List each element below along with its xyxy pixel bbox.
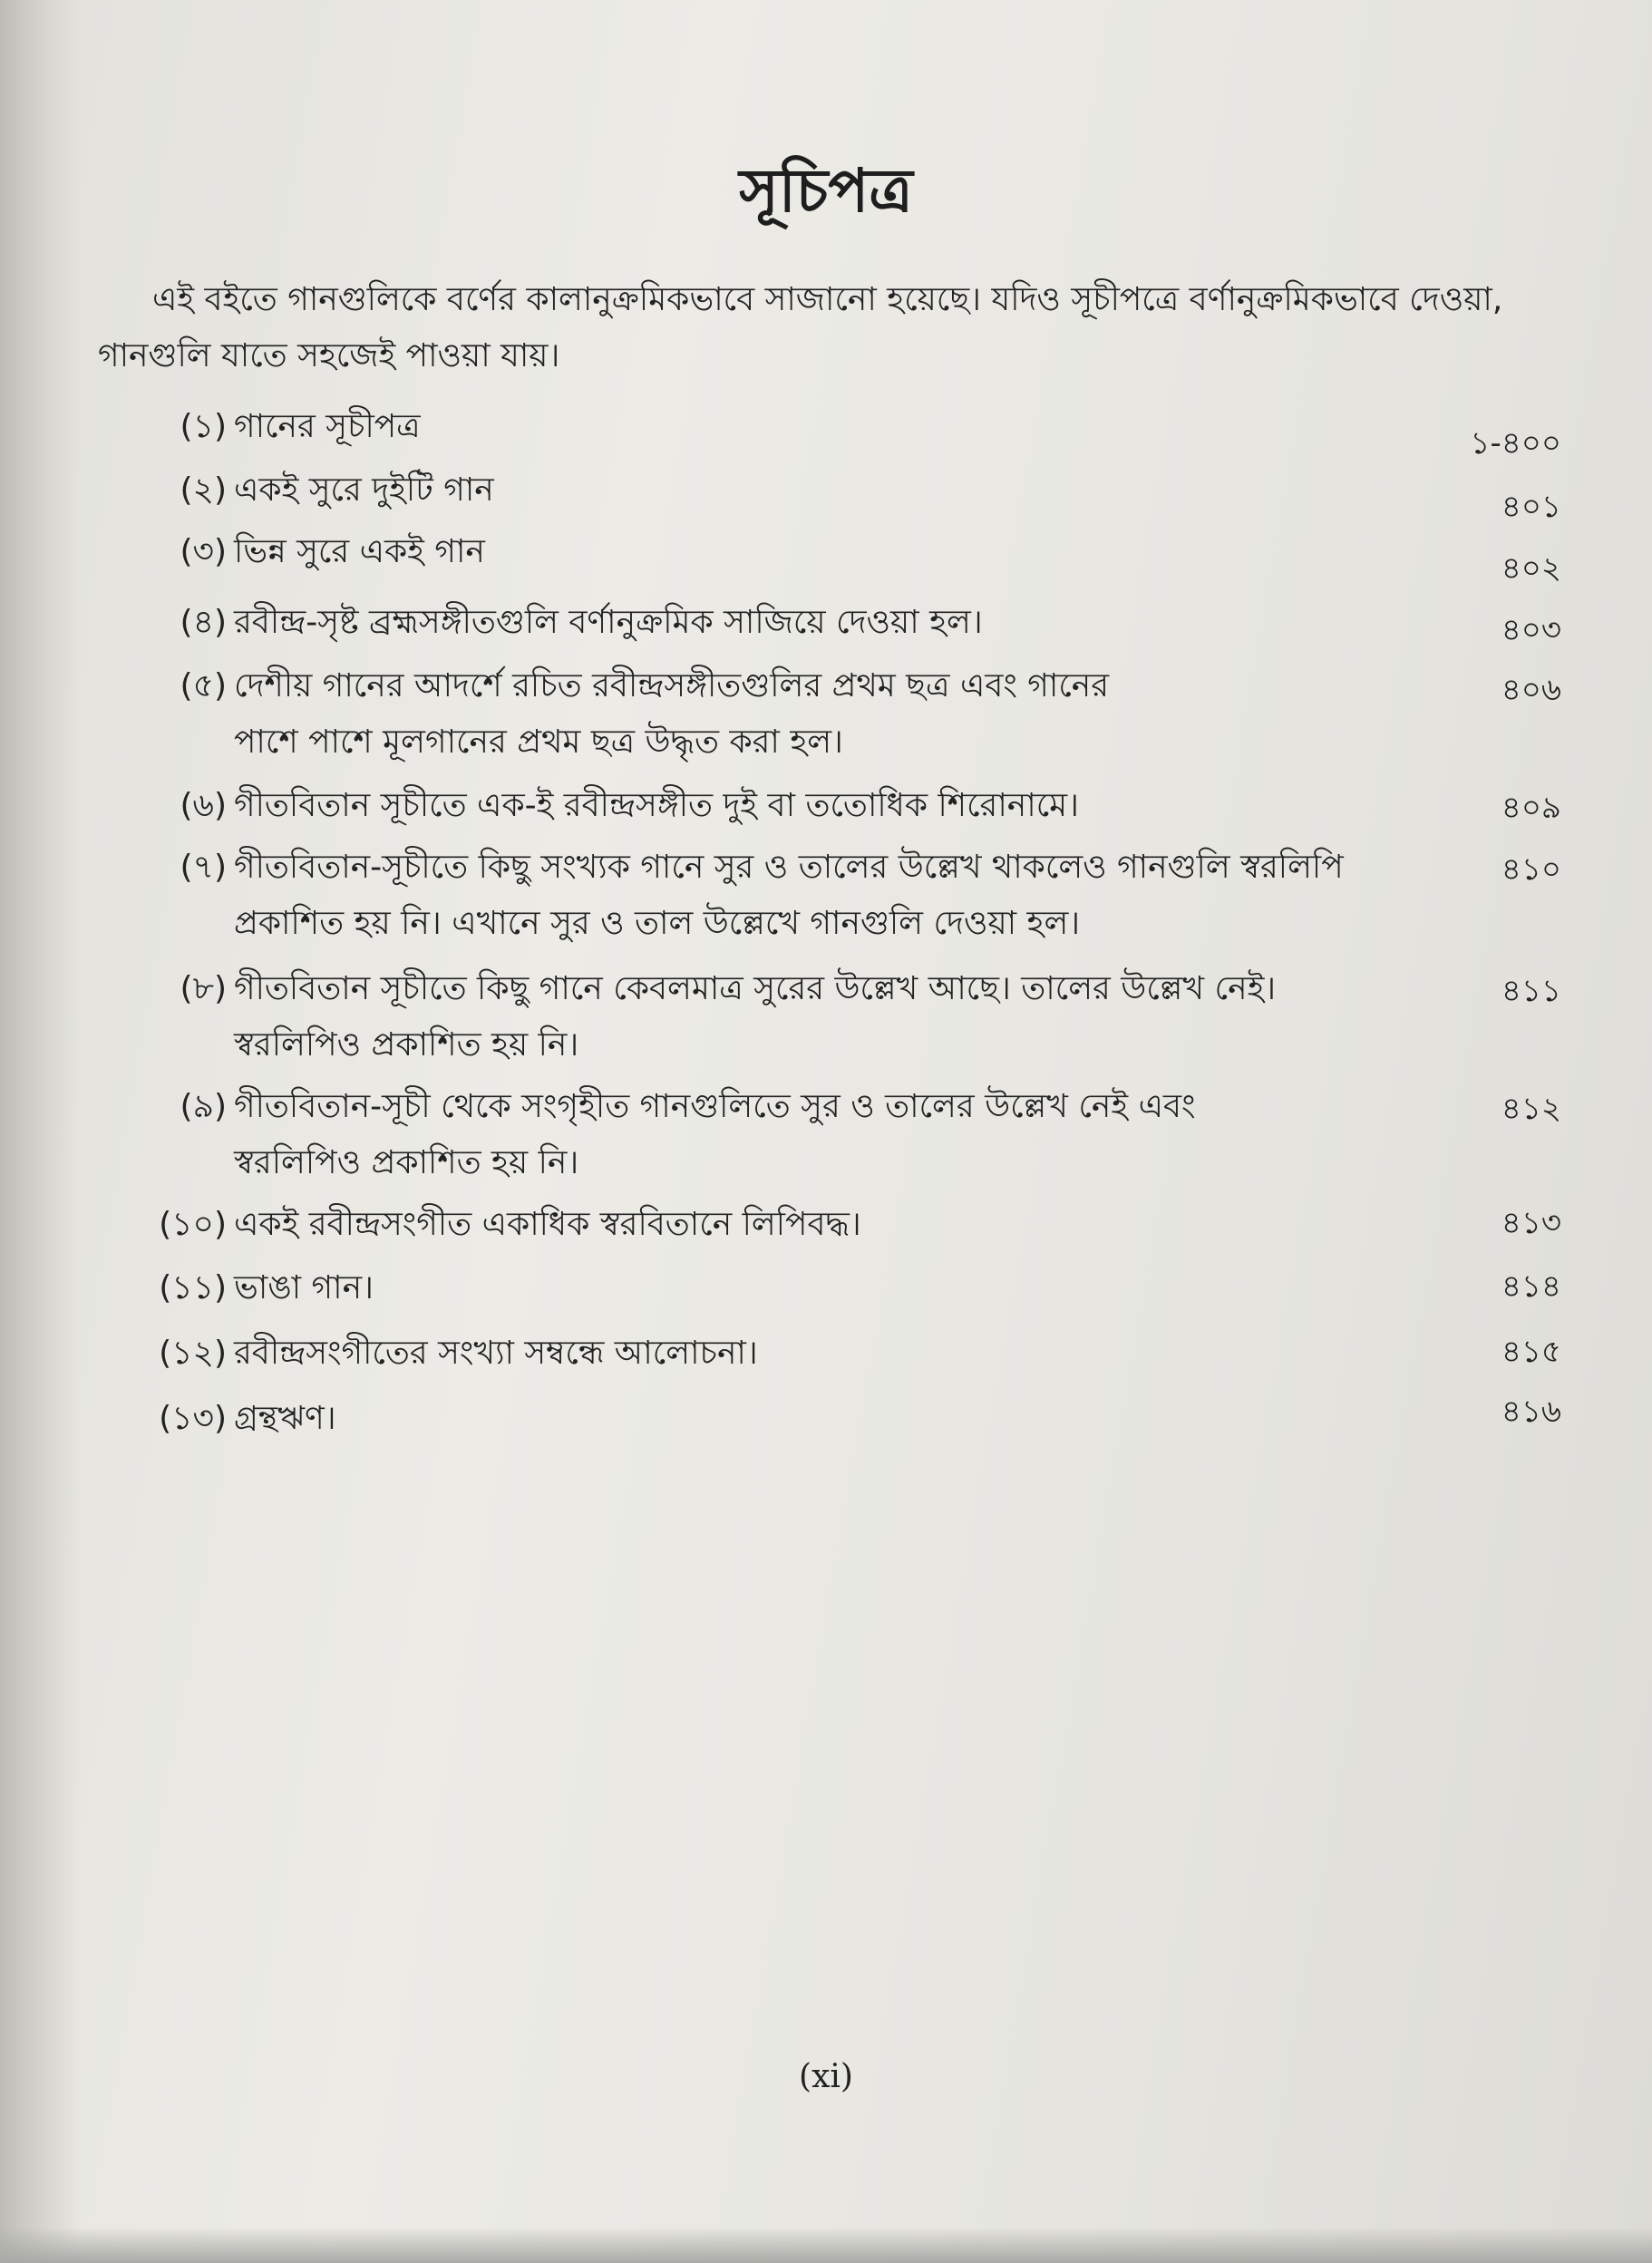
entry-page: ৪১২ xyxy=(1501,1091,1561,1127)
entry-page: ১-৪০০ xyxy=(1470,425,1561,461)
entry-page: ৪১৫ xyxy=(1501,1334,1561,1370)
entry-page: ৪১১ xyxy=(1501,973,1561,1009)
entry-title: ভিন্ন সুরে একই গান xyxy=(234,533,485,570)
entry-page: ৪১৩ xyxy=(1501,1205,1561,1241)
entry-number: (১) xyxy=(180,408,227,445)
entry-title: গীতবিতান সূচীতে কিছু গানে কেবলমাত্র সুরের উল্লেখ আছে। তালের উল্লেখ নেই। স্বরলিপিও প্রকাশিত হয় নি। xyxy=(234,970,1277,1064)
spine-shadow xyxy=(0,0,82,2263)
entry-number: (৭) xyxy=(180,849,227,886)
entry-number: (৪) xyxy=(180,604,227,641)
entry-title: দেশীয় গানের আদর্শে রচিত রবীন্দ্রসঙ্গীতগুলির প্রথম ছত্র এবং গানের পাশে পাশে মূলগানের প্রথম ছত্র উদ্ধৃত করা হল। xyxy=(234,667,1110,761)
entry-title: ভাঙা গান। xyxy=(234,1269,374,1306)
entry-page: ৪০৬ xyxy=(1501,672,1561,708)
entry-number: (৩) xyxy=(180,533,227,570)
entry-number: (২) xyxy=(180,471,227,509)
entry-number: (৬) xyxy=(180,787,227,824)
entry-title: একই সুরে দুইটি গান xyxy=(234,471,494,509)
entry-page: ৪০৩ xyxy=(1501,612,1561,648)
entry-number: (১২) xyxy=(159,1335,227,1372)
page-edge-shadow xyxy=(0,2227,1652,2263)
entry-number: (১১) xyxy=(159,1269,227,1306)
entry-page: ৪১০ xyxy=(1501,851,1561,888)
entry-page: ৪০২ xyxy=(1501,550,1561,587)
entry-title: একই রবীন্দ্রসংগীত একাধিক স্বরবিতানে লিপিবদ্ধ। xyxy=(234,1206,861,1243)
entry-number: (৫) xyxy=(180,667,227,704)
entry-number: (৯) xyxy=(180,1088,227,1125)
entry-title: গানের সূচীপত্র xyxy=(234,408,421,445)
entry-page: ৪০১ xyxy=(1501,489,1561,525)
entry-title: গীতবিতান সূচীতে এক-ই রবীন্দ্রসঙ্গীত দুই বা ততোধিক শিরোনামে। xyxy=(234,787,1080,824)
entry-title: রবীন্দ্র-সৃষ্ট ব্রহ্মসঙ্গীতগুলি বর্ণানুক্রমিক সাজিয়ে দেওয়া হল। xyxy=(234,604,983,641)
page-number: (xi) xyxy=(799,2058,853,2095)
entry-number: (৮) xyxy=(180,970,227,1007)
entry-title: রবীন্দ্রসংগীতের সংখ্যা সম্বন্ধে আলোচনা। xyxy=(234,1335,758,1372)
entry-title: গীতবিতান-সূচী থেকে সংগৃহীত গানগুলিতে সুর ও তালের উল্লেখ নেই এবং স্বরলিপিও প্রকাশিত হয় নি। xyxy=(234,1088,1196,1181)
entry-number: (১৩) xyxy=(159,1400,227,1437)
entry-page: ৪১৬ xyxy=(1501,1394,1561,1430)
entry-title: গ্রন্থঋণ। xyxy=(234,1400,336,1437)
entry-page: ৪০৯ xyxy=(1501,790,1561,826)
entry-title: গীতবিতান-সূচীতে কিছু সংখ্যক গানে সুর ও তালের উল্লেখ থাকলেও গানগুলি স্বরলিপি প্রকাশিত হয় নি। এখানে সুর ও তাল উল্লেখে গানগুলি দেওয়া হল। xyxy=(234,849,1344,942)
entry-number: (১০) xyxy=(159,1206,227,1243)
page-title: সূচিপত্র xyxy=(739,155,913,226)
intro-paragraph: এই বইতে গানগুলিকে বর্ণের কালানুক্রমিকভাবে সাজানো হয়েছে। যদিও সূচীপত্রে বর্ণানুক্রমিকভাবে দেওয়া, গানগুলি যাতে সহজেই পাওয়া যায়। xyxy=(98,281,1503,374)
entry-page: ৪১৪ xyxy=(1501,1268,1561,1305)
